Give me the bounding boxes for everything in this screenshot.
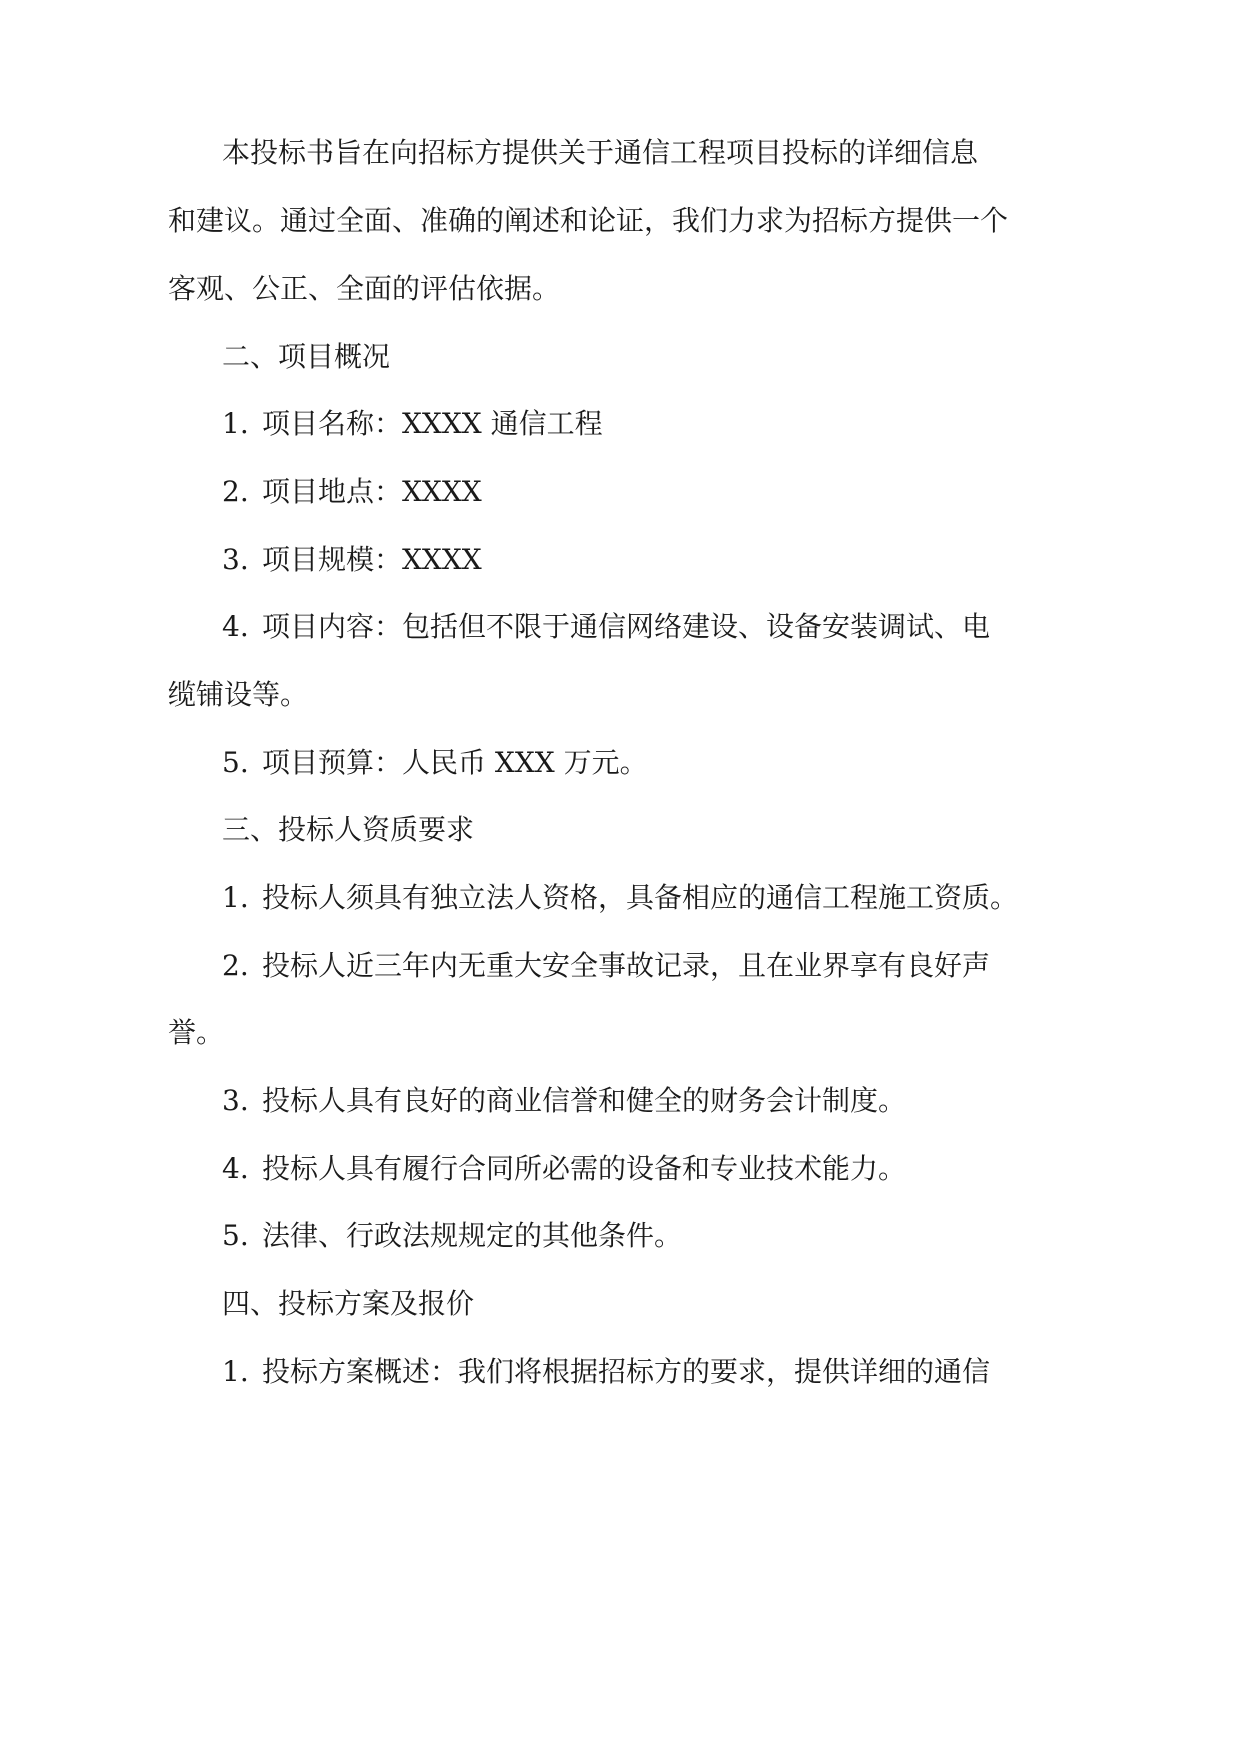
intro-text: 本投标书旨在向招标方提供关于通信工程项目投标的详细信息 (222, 136, 979, 169)
intro-text: 和建议。通过全面、准确的阐述和论证，我们力求为招标方提供一个 (168, 204, 1009, 237)
list-item-number: 2. (222, 949, 249, 982)
list-item-text: 法律、行政法规规定的其他条件。 (262, 1219, 683, 1252)
intro-paragraph-line (0, 191, 1241, 251)
list-item-number: 3. (222, 543, 249, 576)
list-item-continuation (0, 1003, 1241, 1063)
list-item (0, 462, 1241, 522)
intro-paragraph-line (0, 259, 1241, 319)
list-item-text: 缆铺设等。 (168, 678, 309, 711)
section-heading (0, 1274, 1241, 1334)
intro-text: 客观、公正、全面的评估依据。 (168, 272, 561, 305)
list-item-text: 投标人近三年内无重大安全事故记录，且在业界享有良好声 (262, 949, 991, 982)
list-item-text: 投标人具有履行合同所必需的设备和专业技术能力。 (262, 1152, 907, 1185)
list-item-text: 投标人具有良好的商业信誉和健全的财务会计制度。 (262, 1084, 907, 1117)
list-item (0, 394, 1241, 454)
list-item-text: 投标方案概述：我们将根据招标方的要求，提供详细的通信 (262, 1355, 991, 1388)
list-item-number: 5. (222, 746, 249, 779)
list-item-text: 项目地点：XXXX (262, 475, 482, 508)
list-item-text: 项目预算：人民币 XXX 万元。 (262, 746, 648, 779)
list-item-number: 1. (222, 1355, 249, 1388)
list-item-number: 2. (222, 475, 249, 508)
section-heading (0, 327, 1241, 387)
list-item (0, 733, 1241, 793)
list-item (0, 1139, 1241, 1199)
list-item-number: 1. (222, 407, 249, 440)
list-item (0, 530, 1241, 590)
list-item-text: 项目规模：XXXX (262, 543, 482, 576)
list-item-text: 项目内容：包括但不限于通信网络建设、设备安装调试、电 (262, 610, 991, 643)
list-item (0, 868, 1241, 928)
list-item-text: 项目名称：XXXX 通信工程 (262, 407, 603, 440)
list-item-number: 1. (222, 881, 249, 914)
list-item-continuation (0, 665, 1241, 725)
section-heading-text: 三、投标人资质要求 (222, 813, 475, 846)
list-item (0, 1071, 1241, 1131)
list-item-text: 誉。 (168, 1016, 225, 1049)
list-item (0, 1342, 1241, 1402)
section-heading-text: 二、项目概况 (222, 340, 391, 373)
list-item (0, 1206, 1241, 1266)
list-item (0, 936, 1241, 996)
section-heading (0, 800, 1241, 860)
list-item-number: 4. (222, 610, 249, 643)
list-item-number: 5. (222, 1219, 249, 1252)
list-item-number: 3. (222, 1084, 249, 1117)
list-item (0, 597, 1241, 657)
list-item-text: 投标人须具有独立法人资格，具备相应的通信工程施工资质。 (262, 881, 1019, 914)
intro-paragraph-line (0, 123, 1241, 183)
section-heading-text: 四、投标方案及报价 (222, 1287, 475, 1320)
list-item-number: 4. (222, 1152, 249, 1185)
